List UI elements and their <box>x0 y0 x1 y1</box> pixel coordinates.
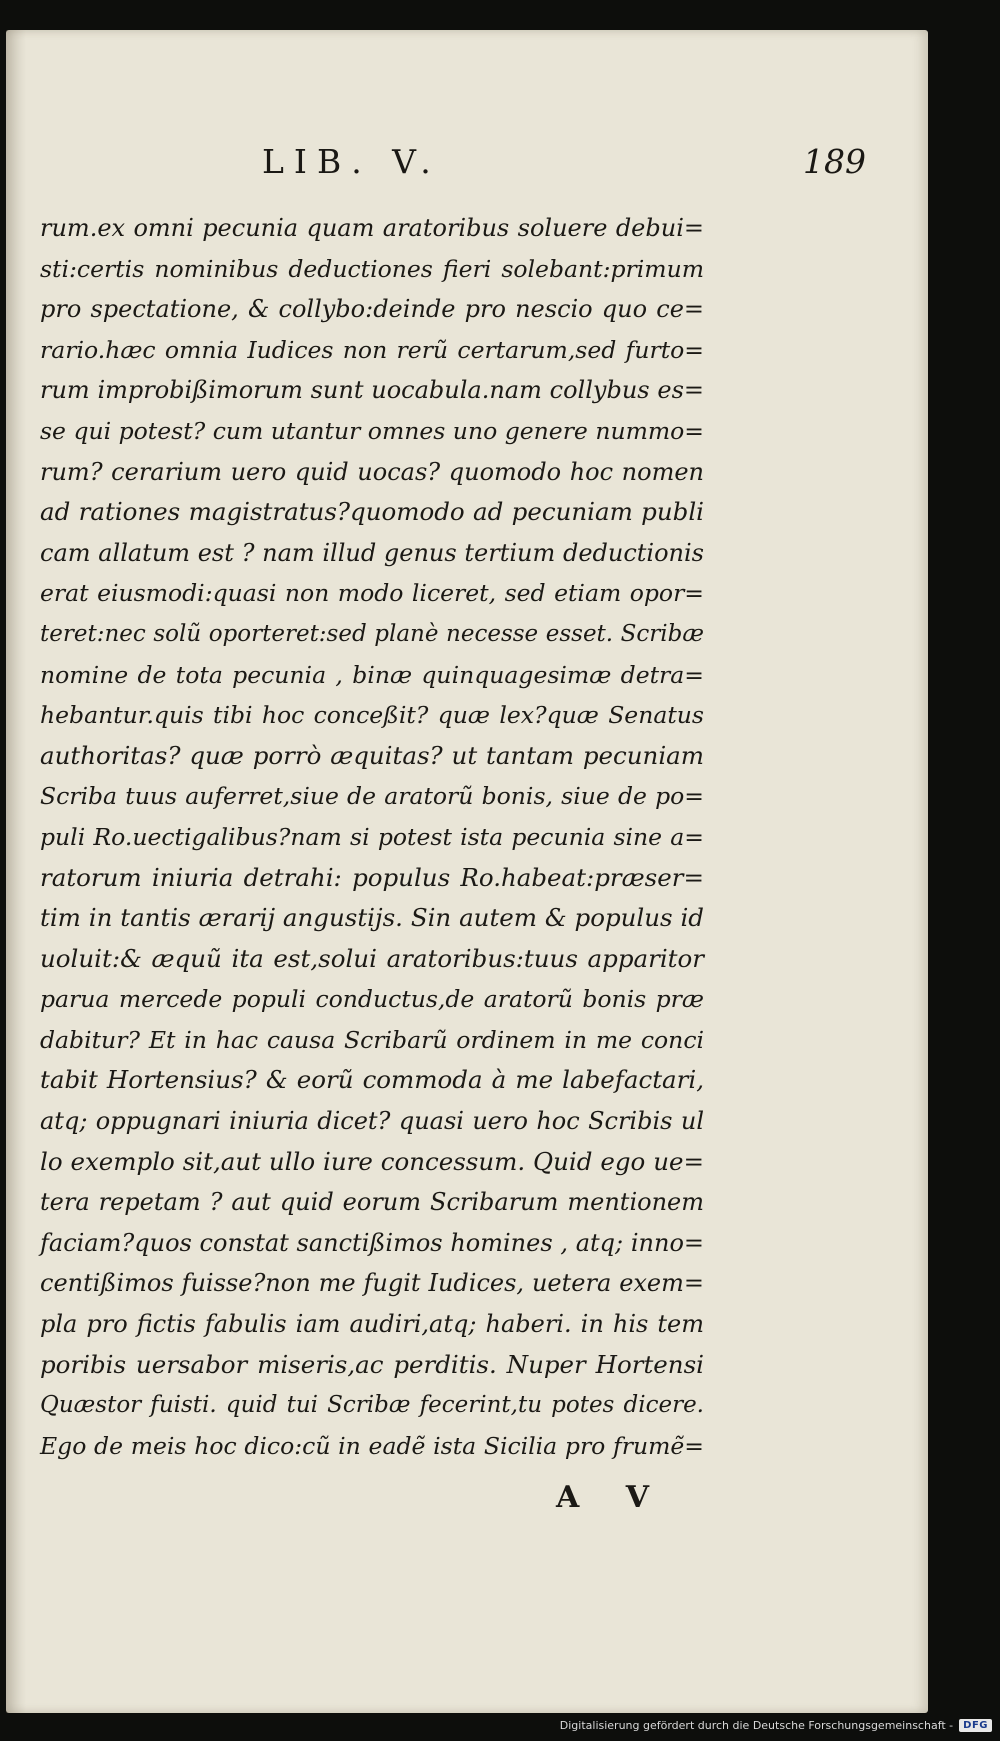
text-line: pro spectatione, & collybo:deinde pro nescio quo ce= <box>40 295 704 324</box>
text-line: sti:certis nominibus deductiones fieri solebant:primum <box>40 254 704 283</box>
text-line: atq; oppugnari iniuria dicet? quasi uero hoc Scribis ul <box>40 1107 704 1136</box>
dfg-logo-icon: DFG <box>959 1719 992 1732</box>
text-line: cam allatum est ? nam illud genus tertium deductionis <box>40 538 704 567</box>
text-line: faciam?quos constat sanctißimos homines , atq; inno= <box>40 1228 704 1257</box>
running-head <box>262 142 866 202</box>
text-line: rum.ex omni pecunia quam aratoribus soluere debui= <box>40 214 704 242</box>
text-line: dabitur? Et in hac causa Scribarũ ordinem in me conci <box>40 1025 704 1054</box>
text-line: Quæstor fuisti. quid tui Scribæ fecerint,tu potes dicere. <box>40 1392 704 1419</box>
digitization-footer <box>560 1715 992 1735</box>
text-line: puli Ro.uectigalibus?nam si potest ista pecunia sine a= <box>40 822 704 851</box>
text-line: poribis uersabor miseris,ac perditis. Nuper Hortensi <box>40 1349 704 1379</box>
text-line: Scriba tuus auferret,siue de aratorũ bonis, siue de po= <box>40 782 704 811</box>
footer-credit-text: Digitalisierung gefördert durch die Deutsche Forschungsgemeinschaft - <box>559 1718 954 1732</box>
text-line: teret:nec solũ oporteret:sed planè necesse esset. Scribæ <box>40 620 704 647</box>
page-number: 189 <box>803 142 866 181</box>
text-line: ratorum iniuria detrahi: populus Ro.habeat:præser= <box>40 862 704 892</box>
text-line: tim in tantis ærarij angustijs. Sin autem & populus id <box>40 903 704 933</box>
text-line: parua mercede populi conductus,de aratorũ bonis præ <box>40 985 704 1014</box>
text-line: rario.hæc omnia Iudices non rerũ certarum,sed furto= <box>40 335 704 364</box>
text-line: tabit Hortensius? & eorũ commoda à me labefactari, <box>40 1065 704 1095</box>
text-line: uoluit:& æquũ ita est,solui aratoribus:tuus apparitor <box>40 943 704 973</box>
text-line: ad rationes magistratus?quomodo ad pecuniam publi <box>40 497 704 527</box>
catchword: A V <box>556 1480 667 1515</box>
text-line: centißimos fuisse?non me fugit Iudices, uetera exem= <box>40 1269 704 1298</box>
text-line: se qui potest? cum utantur omnes uno genere nummo= <box>40 416 704 445</box>
body-text <box>40 208 704 1466</box>
text-line: hebantur.quis tibi hoc conceßit? quæ lex?quæ Senatus <box>40 701 704 730</box>
text-line: Ego de meis hoc dico:cũ in eadẽ ista Sicilia pro frumẽ= <box>40 1431 704 1460</box>
text-line: tera repetam ? aut quid eorum Scribarum mentionem <box>40 1188 704 1217</box>
text-line: pla pro fictis fabulis iam audiri,atq; haberi. in his tem <box>40 1310 704 1339</box>
text-line: authoritas? quæ porrò æquitas? ut tantam pecuniam <box>40 740 704 770</box>
book-page <box>6 30 928 1713</box>
text-line: rum? cerarium uero quid uocas? quomodo hoc nomen <box>40 457 704 486</box>
text-line: lo exemplo sit,aut ullo iure concessum. Quid ego ue= <box>40 1146 704 1176</box>
text-line: rum improbißimorum sunt uocabula.nam collybus es= <box>40 376 704 405</box>
text-line: erat eiusmodi:quasi non modo liceret, sed etiam opor= <box>40 579 704 608</box>
text-line: nomine de tota pecunia , binæ quinquagesimæ detra= <box>40 660 704 689</box>
running-head-title: LIB. V. <box>262 142 441 181</box>
